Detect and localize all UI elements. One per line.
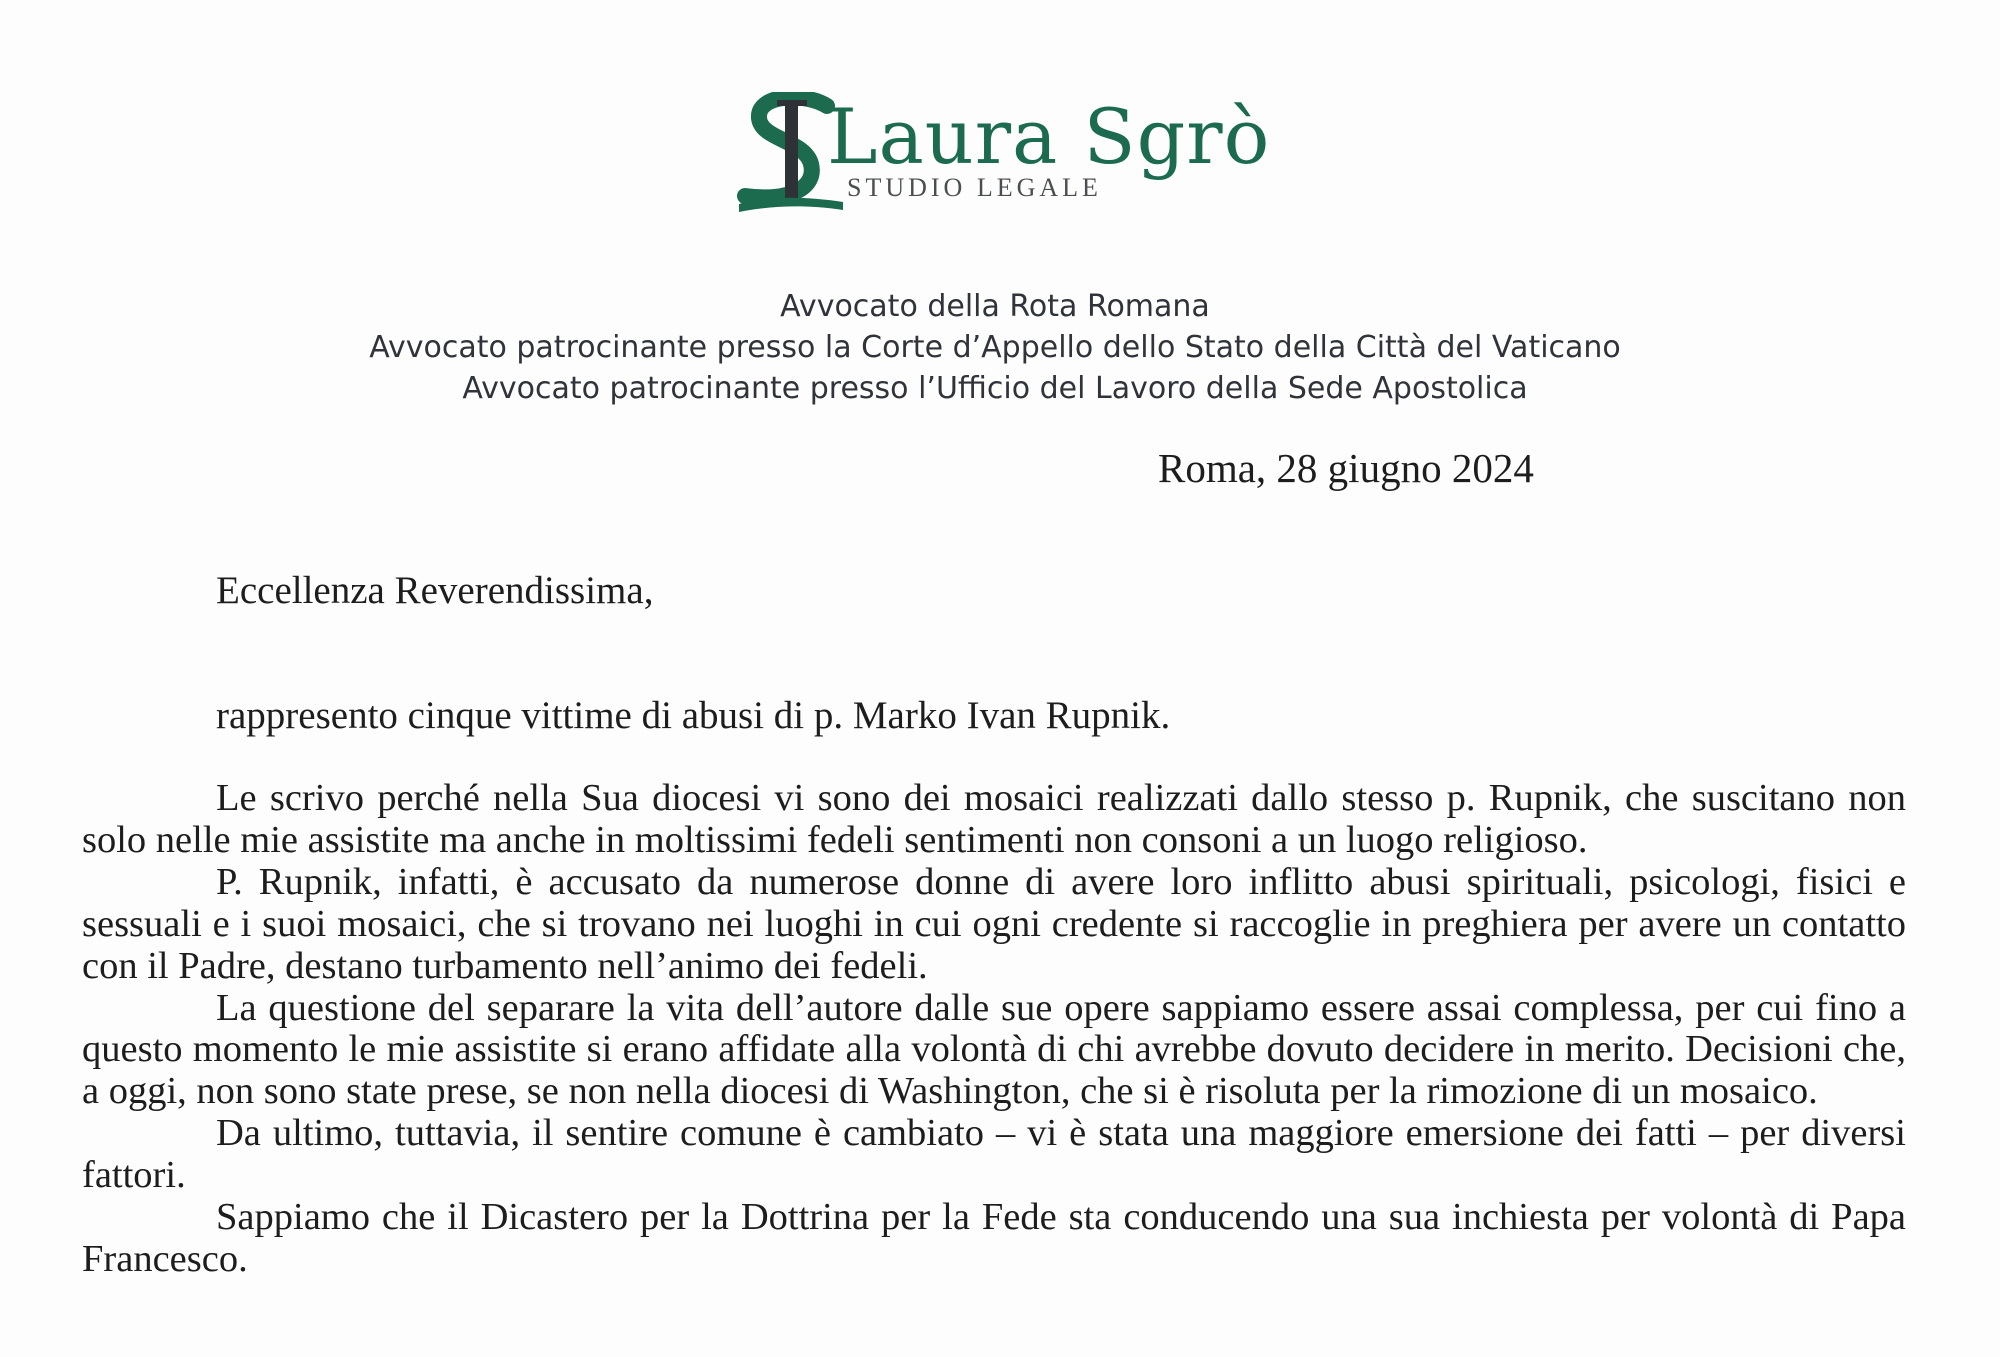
body-paragraph: Da ultimo, tuttavia, il sentire comune è cambiato – vi è stata una maggiore emersione dei fatti – per diversi fattori. <box>82 1112 1906 1197</box>
body-paragraph: La questione del separare la vita dell’autore dalle sue opere sappiamo essere assai complessa, per cui fino a questo momento le mie assistite si erano affidate alla volontà di chi avrebbe dovuto decidere in merito. Decisioni che, a oggi, non sono state prese, se non nella diocesi di Washington, che si è risoluta per la rimozione di un mosaico. <box>82 986 1906 1113</box>
credential-line: Avvocato patrocinante presso la Corte d’Appello dello Stato della Città del Vaticano <box>369 330 1621 365</box>
letter-body <box>82 778 1906 1281</box>
credential-line: Avvocato patrocinante presso l’Ufficio del Lavoro della Sede Apostolica <box>462 371 1528 406</box>
body-paragraph: Le scrivo perché nella Sua diocesi vi sono dei mosaici realizzati dallo stesso p. Rupnik, che suscitano non solo nelle mie assistite ma anche in moltissimi fedeli sentimenti non consoni a un luogo religioso. <box>82 777 1906 861</box>
credentials-block <box>0 286 1990 409</box>
opening-sentence: rappresento cinque vittime di abusi di p. Marko Ivan Rupnik. <box>216 694 1171 737</box>
credential-line: Avvocato della Rota Romana <box>780 289 1210 324</box>
firm-name: Laura Sgrò <box>827 92 1271 181</box>
salutation: Eccellenza Reverendissima, <box>216 569 654 612</box>
body-paragraph: P. Rupnik, infatti, è accusato da numerose donne di avere loro inflitto abusi spirituali, psicologi, fisici e sessuali e i suoi mosaici, che si trovano nei luoghi in cui ogni credente si raccoglie in preghiera per avere un contatto con il Padre, destano turbamento nell’animo dei fedeli. <box>82 860 1906 987</box>
letterhead <box>735 92 1271 222</box>
body-paragraph: Sappiamo che il Dicastero per la Dottrina per la Fede sta conducendo una sua inchiesta per volontà di Papa Francesco. <box>82 1196 1906 1280</box>
firm-subtitle: STUDIO LEGALE <box>847 173 1102 202</box>
place-date: Roma, 28 giugno 2024 <box>1158 445 1534 491</box>
